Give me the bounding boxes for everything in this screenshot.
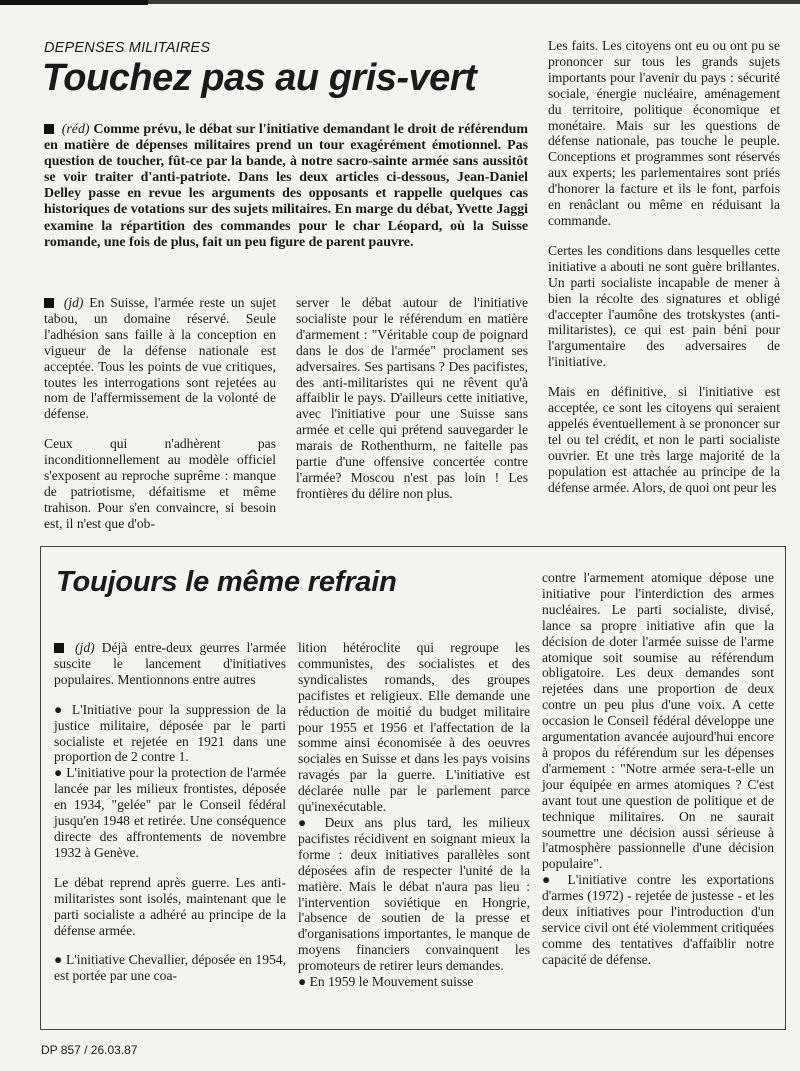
article-paragraph: Certes les conditions dans lesquelles cette initiative a abouti ne sont guère brillantes. Un parti socialiste incapable de mener à bien la récolte des signatures et obligé d'accepter l'aumône des trotskystes (anti-militaristes), ce qui est pain béni pour l'argumentaire des adversaires de l'initiative. (548, 242, 780, 370)
sidebar-column-2 (298, 640, 530, 990)
sidebar-tag: (jd) (75, 640, 95, 655)
square-bullet-icon (54, 643, 64, 653)
intro-tag: (réd) (61, 122, 90, 137)
paragraph-text: Déjà entre-deux geurres l'armée suscite le lancement d'initiatives populaires. Mentionnons entre autres (54, 640, 286, 687)
sidebar-column-1 (54, 640, 286, 984)
article-column-1 (44, 295, 276, 532)
paragraph-text: En Suisse, l'armée reste un sujet tabou, un domaine réservé. Seule l'adhésion sans faille à la conception en vigueur de la défense nationale est acceptée. Tous les points de vue critiques, toutes les interrogations sont rejetées au nom de l'affermissement de la volonté de défense. (44, 295, 276, 422)
section-kicker: DEPENSES MILITAIRES (44, 40, 211, 56)
article-column-2 (296, 295, 528, 502)
sidebar-paragraph (54, 640, 286, 688)
page-footer: DP 857 / 26.03.87 (41, 1043, 138, 1057)
article-tag: (jd) (63, 295, 84, 310)
article-paragraph: Ceux qui n'adhèrent pas inconditionnellement au modèle officiel s'exposent au reproche suprême : manque de patriotisme, défaitisme et même trahison. Pour s'en convaincre, si besoin est, il n'est que d'ob- (44, 436, 276, 531)
article-paragraph (44, 295, 276, 422)
article-paragraph: server le débat autour de l'initiative socialiste pour le référendum en matière d'armement : "Véritable coup de poignard dans le dos de l'armée" proclament ses adversaires. Ses partisans ? Des pacifistes, des anti-militaristes qui ne rêvent qu'à affaiblir le pays. D'ailleurs cette initiative, avec l'initiative pour une Suisse sans armée et celle qui prétend sauvegarder le marais de Rothenthurm, ne faitelle pas partie d'une offensive concertée contre l'armée? Moscou n'est pas loin ! Les frontières du délire non plus. (296, 295, 528, 501)
sidebar-bullet: ● En 1959 le Mouvement suisse (298, 974, 474, 990)
sidebar-bullet: ● L'initiative pour la protection de l'armée lancée par les milieux frontistes, déposée en 1934, "gelée" par le Conseil fédéral jusqu'en 1948 et retirée. Une conséquence directe des affrontements de novembre 1932 à Genève. (54, 765, 286, 860)
article-headline: Touchez pas au gris-vert (42, 57, 477, 99)
article-intro (44, 122, 528, 251)
article-paragraph: Les faits. Les citoyens ont eu ou ont pu se prononcer sur tous les grands sujets importants pour l'avenir du pays : sécurité sociale, énergie nucléaire, aménagement du territoire, politique économique et monétaire. Mais sur les questions de défense nationale, pas touche le peuple. Conceptions et programmes sont réservés aux experts; les parlementaires sont priés d'honorer la facture et ils le font, parfois en renâclant ou même en réduisant la commande. (548, 38, 780, 228)
top-rule-accent (0, 0, 148, 5)
square-bullet-icon (44, 298, 54, 308)
article-column-3 (548, 38, 780, 495)
sidebar-paragraph: Le débat reprend après guerre. Les anti-militaristes sont isolés, maintenant que le parti socialiste a adhéré au principe de la défense armée. (54, 874, 286, 938)
square-bullet-icon (44, 124, 54, 134)
sidebar-bullet: ● L'initiative contre les exportations d'armes (1972) - rejetée de justesse - et les deux initiatives pour l'introduction d'un service civil ont été violemment critiquées comme des tentatives d'affaiblir notre capacité de défense. (542, 872, 774, 967)
article-paragraph: Mais en définitive, si l'initiative est acceptée, ce sont les citoyens qui seraient appelés éventuellement à se prononcer sur tel ou tel crédit, et non le parti socialiste ouvrier. Et une très large majorité de la population est attachée au principe de la défense armée. Alors, de quoi ont peur les (548, 384, 780, 495)
sidebar-bullet: ● L'Initiative pour la suppression de la justice militaire, déposée par le parti socialiste et rejetée en 1921 dans une proportion de 2 contre 1. (54, 701, 286, 765)
sidebar-bullet: ● Deux ans plus tard, les milieux pacifistes récidivent en soignant mieux la forme : deux initiatives parallèles sont déposées afin de respecter l'unité de la matière. Mais le débat n'aura pas lieu : l'intervention soviétique en Hongrie, l'absence de soutien de la presse et d'organisations importantes, le manque de moyens financiers convainquent les promoteurs de retirer leurs demandes. (298, 814, 530, 974)
sidebar-column-3 (542, 570, 774, 968)
sidebar-bullet: lition hétéroclite qui regroupe les communistes, des socialistes et des syndicalistes romands, des groupes pacifistes et religieux. Elle demande une réduction de moitié du budget militaire pour 1955 et 1956 et l'affectation de la somme ainsi économisée à des oeuvres sociales en Suisse et dans les pays voisins ravagés par la guerre. L'initiative est déclarée nulle par le parlement parce qu'inexécutable. (298, 640, 530, 815)
sidebar-title: Toujours le même refrain (56, 566, 397, 598)
sidebar-bullet: ● L'initiative Chevallier, déposée en 1954, est portée par une coa- (54, 952, 286, 984)
sidebar-bullet: contre l'armement atomique dépose une initiative pour l'interdiction des armes nucléaires. Le parti socialiste, divisé, lance sa propre initiative afin que la décision de doter l'armée suisse de l'arme atomique soit soumise au référendum obligatoire. Les deux demandes sont rejetées dans une proportion de deux contre un peu plus d'une voix. A cette occasion le Conseil fédéral développe une argumentation avancée aujourd'hui encore à propos du référendum sur les dépenses d'armement : "Notre armée sera-t-elle un jour équipée en armes atomiques ? C'est avant tout une question de politique et de technique militaires. On ne saurait soumettre une décision aussi sérieuse à l'atmosphère passionnelle d'une décision populaire". (542, 570, 774, 872)
intro-text: Comme prévu, le débat sur l'initiative demandant le droit de référendum en matière de dépenses militaires prend un tour exagérément émotionnel. Pas question de toucher, fût-ce par la bande, à notre sacro-sainte armée sans aussitôt se voir traiter d'anti-patriote. Dans les deux articles ci-dessous, Jean-Daniel Delley passe en revue les arguments des opposants et rappelle quelques cas historiques de votations sur des sujets militaires. En marge du débat, Yvette Jaggi examine la répartition des commandes pour le char Léopard, où la Suisse romande, une fois de plus, fait un peu figure de parent pauvre. (44, 122, 528, 250)
